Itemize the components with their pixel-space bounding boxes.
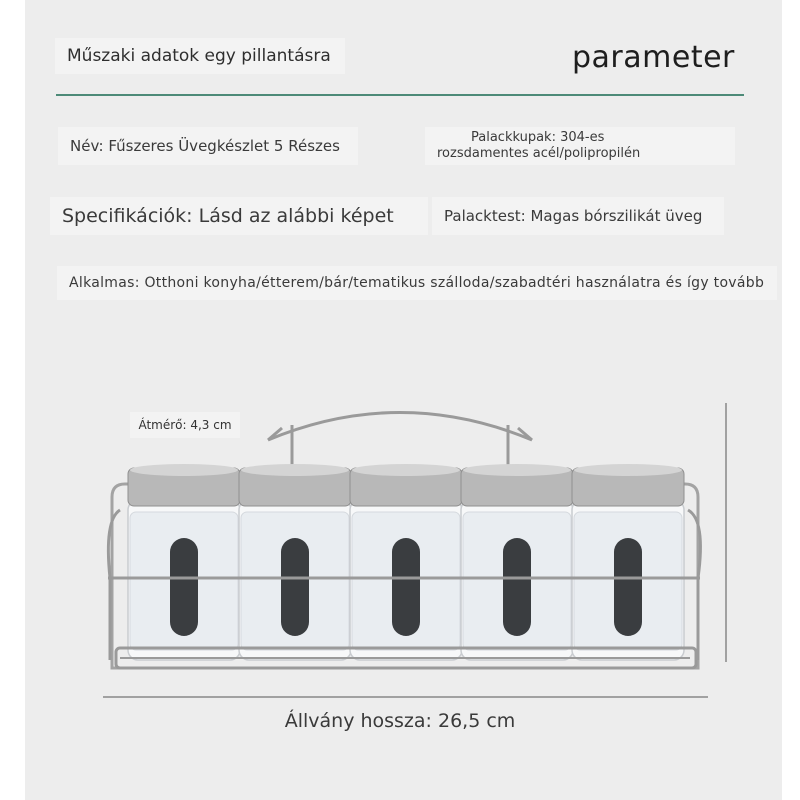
jar-cap-top <box>352 464 460 476</box>
jar-window <box>503 538 531 636</box>
spice-jar <box>350 464 462 660</box>
spice-jar <box>461 464 573 660</box>
spec-bottle-cap-line2: rozsdamentes acél/polipropilén <box>437 146 641 161</box>
diameter-label: Átmérő: 4,3 cm <box>130 412 240 438</box>
jar-window <box>281 538 309 636</box>
spice-jar <box>128 464 240 660</box>
spec-bottle-body: Palacktest: Magas bórszilikát üveg <box>432 197 724 235</box>
brand-heading: parameter <box>572 40 735 75</box>
jar-cap-top <box>130 464 238 476</box>
jar-window <box>170 538 198 636</box>
spec-name: Név: Fűszeres Üvegkészlet 5 Részes <box>58 127 358 165</box>
spec-specification: Specifikációk: Lásd az alábbi képet <box>50 197 428 235</box>
jar-window <box>614 538 642 636</box>
jar-cap-top <box>574 464 682 476</box>
spec-bottle-cap-line1: Palackkupak: 304-es <box>471 130 605 145</box>
jar-row <box>128 464 684 660</box>
section-title: Műszaki adatok egy pillantásra <box>55 38 345 74</box>
rack-length-label: Állvány hossza: 26,5 cm <box>284 710 516 732</box>
jar-window <box>392 538 420 636</box>
spec-usage: Alkalmas: Otthoni konyha/étterem/bár/tematikus szálloda/szabadtéri használatra és így tovább <box>57 266 777 300</box>
spice-jar <box>239 464 351 660</box>
rack-handle <box>268 413 532 471</box>
spice-jar <box>572 464 684 660</box>
jar-cap-top <box>241 464 349 476</box>
jar-cap-top <box>463 464 571 476</box>
